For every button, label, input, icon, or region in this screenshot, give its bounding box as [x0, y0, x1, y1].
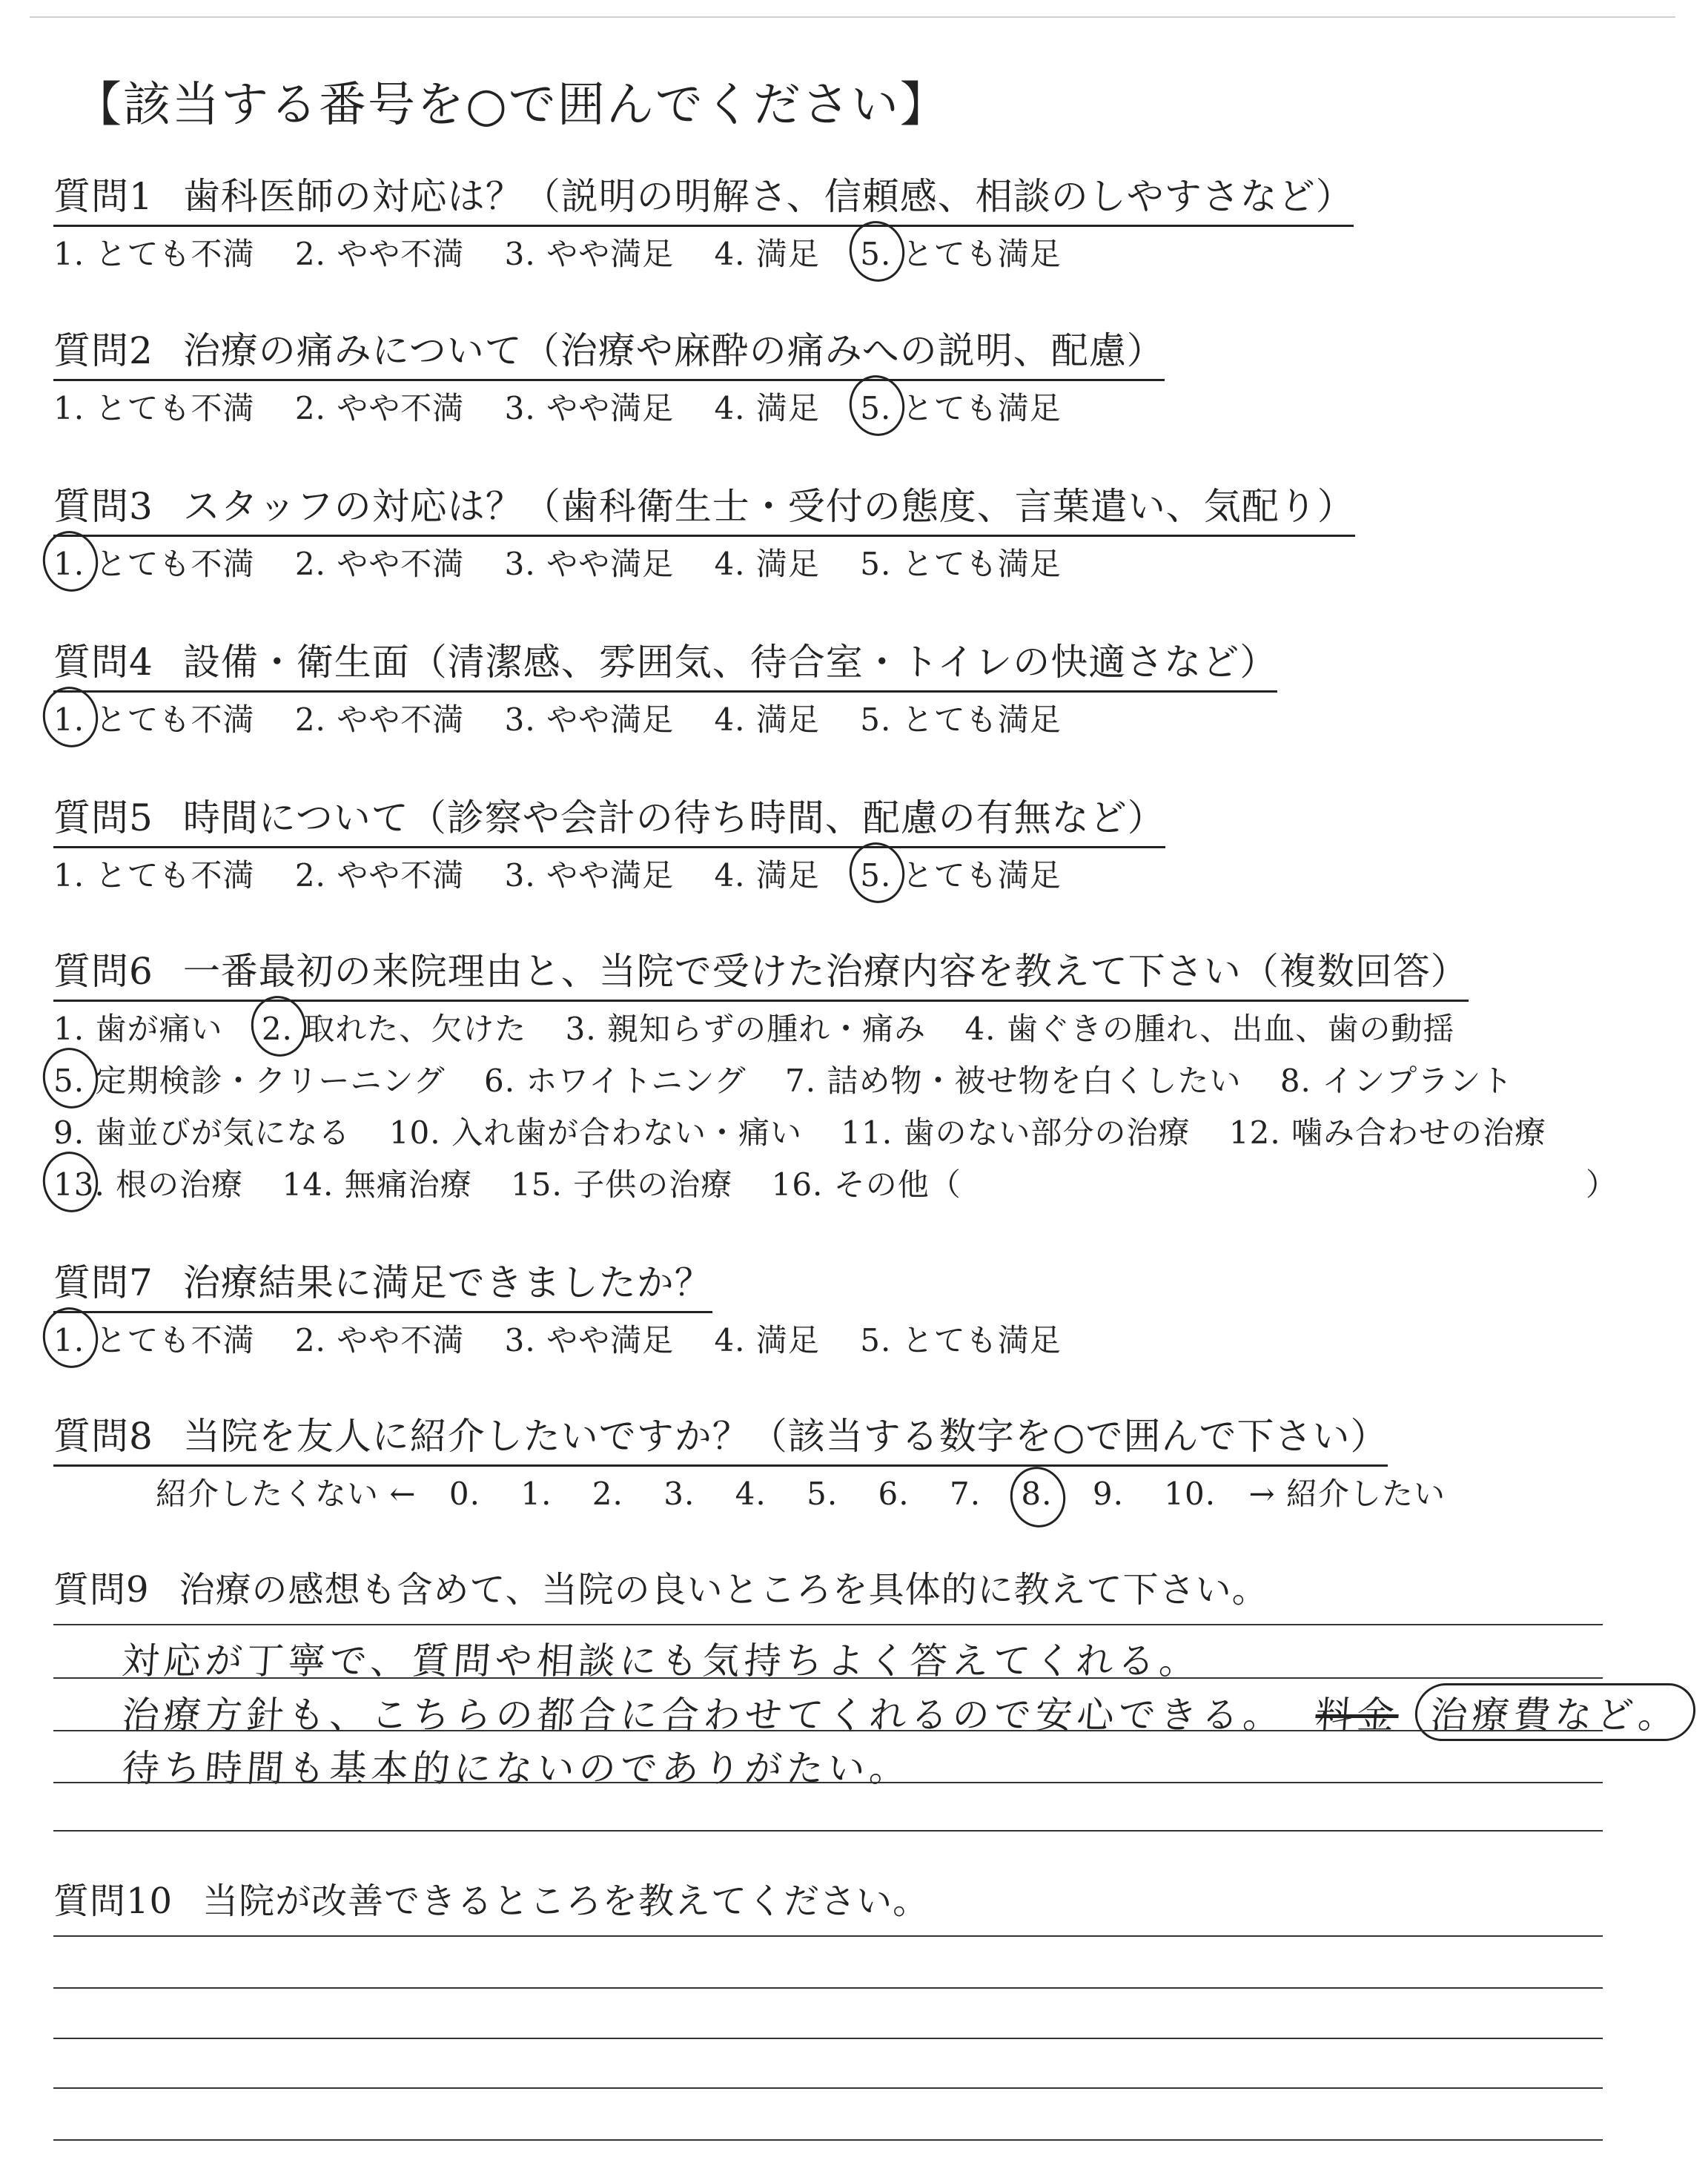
q6-option-8[interactable]: 8. インプラント [1280, 1063, 1514, 1099]
option-1-selected[interactable]: 1. とても不満 [53, 696, 254, 740]
question-1-text: 歯科医師の対応は？（説明の明解さ、信頼感、相談のしやすさなど） [182, 175, 1354, 218]
option-3[interactable]: 3. やや満足 [504, 1322, 675, 1358]
q6-option-16[interactable]: 16. その他（ [771, 1166, 961, 1203]
q6-option-9[interactable]: 9. 歯並びが気になる [53, 1114, 351, 1151]
q9-circled-note: 治療費など。 [1413, 1683, 1697, 1741]
option-2[interactable]: 2. やや不満 [294, 701, 465, 738]
q6-option-5-selected[interactable]: 5. 定期検診・クリーニング [53, 1057, 446, 1101]
scale-6[interactable]: 6. [878, 1476, 910, 1512]
question-8-number: 質問8 [53, 1415, 153, 1458]
q6-option-11[interactable]: 11. 歯のない部分の治療 [841, 1114, 1191, 1151]
question-4-text: 設備・衛生面（清潔感、雰囲気、待合室・トイレの快適さなど） [182, 641, 1278, 684]
q9-answer-line-2[interactable] [120, 1683, 1697, 1741]
question-3-options [53, 540, 1062, 584]
option-3[interactable]: 3. やや満足 [504, 390, 675, 426]
question-2-options [53, 384, 1062, 429]
question-4-options [53, 696, 1062, 740]
option-5[interactable]: 5. とても満足 [860, 1322, 1062, 1358]
question-10 [53, 1872, 929, 1923]
q6-option-6[interactable]: 6. ホワイトニング [483, 1063, 747, 1099]
question-7-number: 質問7 [53, 1261, 153, 1304]
question-8-scale [156, 1470, 1446, 1514]
option-5-selected[interactable]: 5. とても満足 [860, 851, 1061, 896]
option-5-selected[interactable]: 5. とても満足 [860, 384, 1061, 429]
answer-line[interactable] [53, 1987, 1603, 1989]
q6-option-15[interactable]: 15. 子供の治療 [511, 1166, 733, 1203]
answer-line[interactable] [53, 2139, 1603, 2141]
option-4[interactable]: 4. 満足 [714, 1322, 820, 1358]
option-4[interactable]: 4. 満足 [714, 857, 820, 894]
option-1-selected[interactable]: 1. とても不満 [53, 540, 254, 584]
question-4 [53, 633, 1277, 693]
q6-option-2-selected[interactable]: 2. 取れた、欠けた [262, 1005, 526, 1049]
option-3[interactable]: 3. やや満足 [504, 701, 675, 738]
question-4-number: 質問4 [53, 641, 153, 684]
option-4[interactable]: 4. 満足 [714, 701, 820, 738]
option-2[interactable]: 2. やや不満 [294, 390, 465, 426]
q6-other-close-paren: ） [1585, 1166, 1618, 1203]
question-6 [53, 942, 1469, 1002]
question-9-number: 質問9 [53, 1569, 150, 1611]
option-2[interactable]: 2. やや不満 [294, 857, 465, 894]
scale-4[interactable]: 4. [735, 1476, 767, 1512]
q6-option-1[interactable]: 1. 歯が痛い [53, 1011, 223, 1047]
option-4[interactable]: 4. 満足 [714, 236, 820, 272]
question-3-text: スタッフの対応は？（歯科衛生士・受付の態度、言葉遣い、気配り） [182, 485, 1355, 528]
q6-option-14[interactable]: 14. 無痛治療 [282, 1166, 472, 1203]
question-7 [53, 1253, 712, 1313]
question-1 [53, 167, 1354, 227]
scale-left-label: 紹介したくない ← [156, 1476, 417, 1512]
scale-9[interactable]: 9. [1092, 1476, 1124, 1512]
option-5-selected[interactable]: 5. とても満足 [860, 230, 1061, 274]
q6-option-10[interactable]: 10. 入れ歯が合わない・痛い [388, 1114, 802, 1151]
option-1-selected[interactable]: 1. とても不満 [53, 1316, 254, 1361]
option-5[interactable]: 5. とても満足 [860, 701, 1062, 738]
question-5 [53, 788, 1165, 848]
scale-3[interactable]: 3. [663, 1476, 695, 1512]
question-9 [53, 1561, 1268, 1612]
option-1[interactable]: 1. とても不満 [53, 236, 255, 272]
question-5-text: 時間について（診察や会計の待ち時間、配慮の有無など） [182, 796, 1165, 839]
question-7-text: 治療結果に満足できましたか？ [182, 1261, 712, 1304]
scale-5[interactable]: 5. [807, 1476, 838, 1512]
answer-line [53, 1677, 1603, 1679]
option-4[interactable]: 4. 満足 [714, 546, 820, 582]
q6-row-4 [53, 1160, 1618, 1205]
q6-row-2 [53, 1057, 1513, 1101]
option-2[interactable]: 2. やや不満 [294, 546, 465, 582]
scale-0[interactable]: 0. [448, 1476, 480, 1512]
answer-line [53, 1782, 1603, 1783]
question-1-options [53, 230, 1062, 274]
answer-line[interactable] [53, 1935, 1603, 1937]
question-2-text: 治療の痛みについて（治療や麻酔の痛みへの説明、配慮） [182, 329, 1165, 372]
option-3[interactable]: 3. やや満足 [504, 236, 675, 272]
question-10-text: 当院が改善できるところを教えてください。 [202, 1880, 930, 1922]
answer-line[interactable] [53, 2087, 1603, 2089]
option-4[interactable]: 4. 満足 [714, 390, 820, 426]
answer-line [53, 1830, 1603, 1832]
scale-right-label: → 紹介したい [1248, 1476, 1446, 1512]
q6-row-3 [53, 1109, 1546, 1153]
answer-line [53, 1624, 1603, 1625]
question-10-number: 質問10 [53, 1880, 173, 1922]
scale-8-selected[interactable]: 8. [1021, 1476, 1053, 1512]
question-8 [53, 1407, 1388, 1467]
question-3 [53, 477, 1355, 537]
question-2-number: 質問2 [53, 329, 153, 372]
option-1[interactable]: 1. とても不満 [53, 390, 255, 426]
option-3[interactable]: 3. やや満足 [504, 857, 675, 894]
answer-line [53, 1730, 1603, 1731]
q6-row-1 [53, 1005, 1454, 1049]
answer-line[interactable] [53, 2038, 1603, 2039]
question-6-text: 一番最初の来院理由と、当院で受けた治療内容を教えて下さい（複数回答） [182, 950, 1469, 993]
q6-option-4[interactable]: 4. 歯ぐきの腫れ、出血、歯の動揺 [964, 1011, 1455, 1047]
scale-2[interactable]: 2. [592, 1476, 623, 1512]
question-5-number: 質問5 [53, 796, 153, 839]
q9-answer-line-3[interactable]: 待ち時間も基本的にないのでありがたい。 [120, 1747, 913, 1790]
q9-answer-line-1[interactable]: 対応が丁寧で、質問や相談にも気持ちよく答えてくれる。 [120, 1639, 1202, 1682]
q6-option-3[interactable]: 3. 親知らずの腫れ・痛み [565, 1011, 927, 1047]
option-5[interactable]: 5. とても満足 [860, 546, 1062, 582]
option-2[interactable]: 2. やや不満 [294, 1322, 465, 1358]
scale-1[interactable]: 1. [520, 1476, 552, 1512]
q9-struck-word: 料金 [1314, 1694, 1400, 1737]
scale-7[interactable]: 7. [949, 1476, 982, 1512]
question-5-options [53, 851, 1062, 896]
option-3[interactable]: 3. やや満足 [504, 546, 675, 582]
question-3-number: 質問3 [53, 485, 153, 528]
question-2 [53, 321, 1165, 381]
q9-line-2-text: 治療方針も、こちらの都合に合わせてくれるので安心できる。 [120, 1694, 1286, 1737]
q6-option-12[interactable]: 12. 噛み合わせの治療 [1228, 1114, 1547, 1151]
q6-option-7[interactable]: 7. 詰め物・被せ物を白くしたい [785, 1063, 1242, 1099]
option-1[interactable]: 1. とても不満 [53, 857, 255, 894]
q6-option-13-selected[interactable]: 13. 根の治療 [53, 1160, 243, 1205]
top-border [30, 16, 1675, 18]
scale-10[interactable]: 10. [1164, 1476, 1217, 1512]
question-8-text: 当院を友人に紹介したいですか？（該当する数字を○で囲んで下さい） [182, 1415, 1388, 1458]
question-9-text: 治療の感想も含めて、当院の良いところを具体的に教えて下さい。 [179, 1569, 1268, 1611]
page-title: 【該当する番号を○で囲んでください】 [74, 78, 949, 133]
option-2[interactable]: 2. やや不満 [294, 236, 465, 272]
question-1-number: 質問1 [53, 175, 153, 218]
question-6-number: 質問6 [53, 950, 153, 993]
question-7-options [53, 1316, 1062, 1361]
